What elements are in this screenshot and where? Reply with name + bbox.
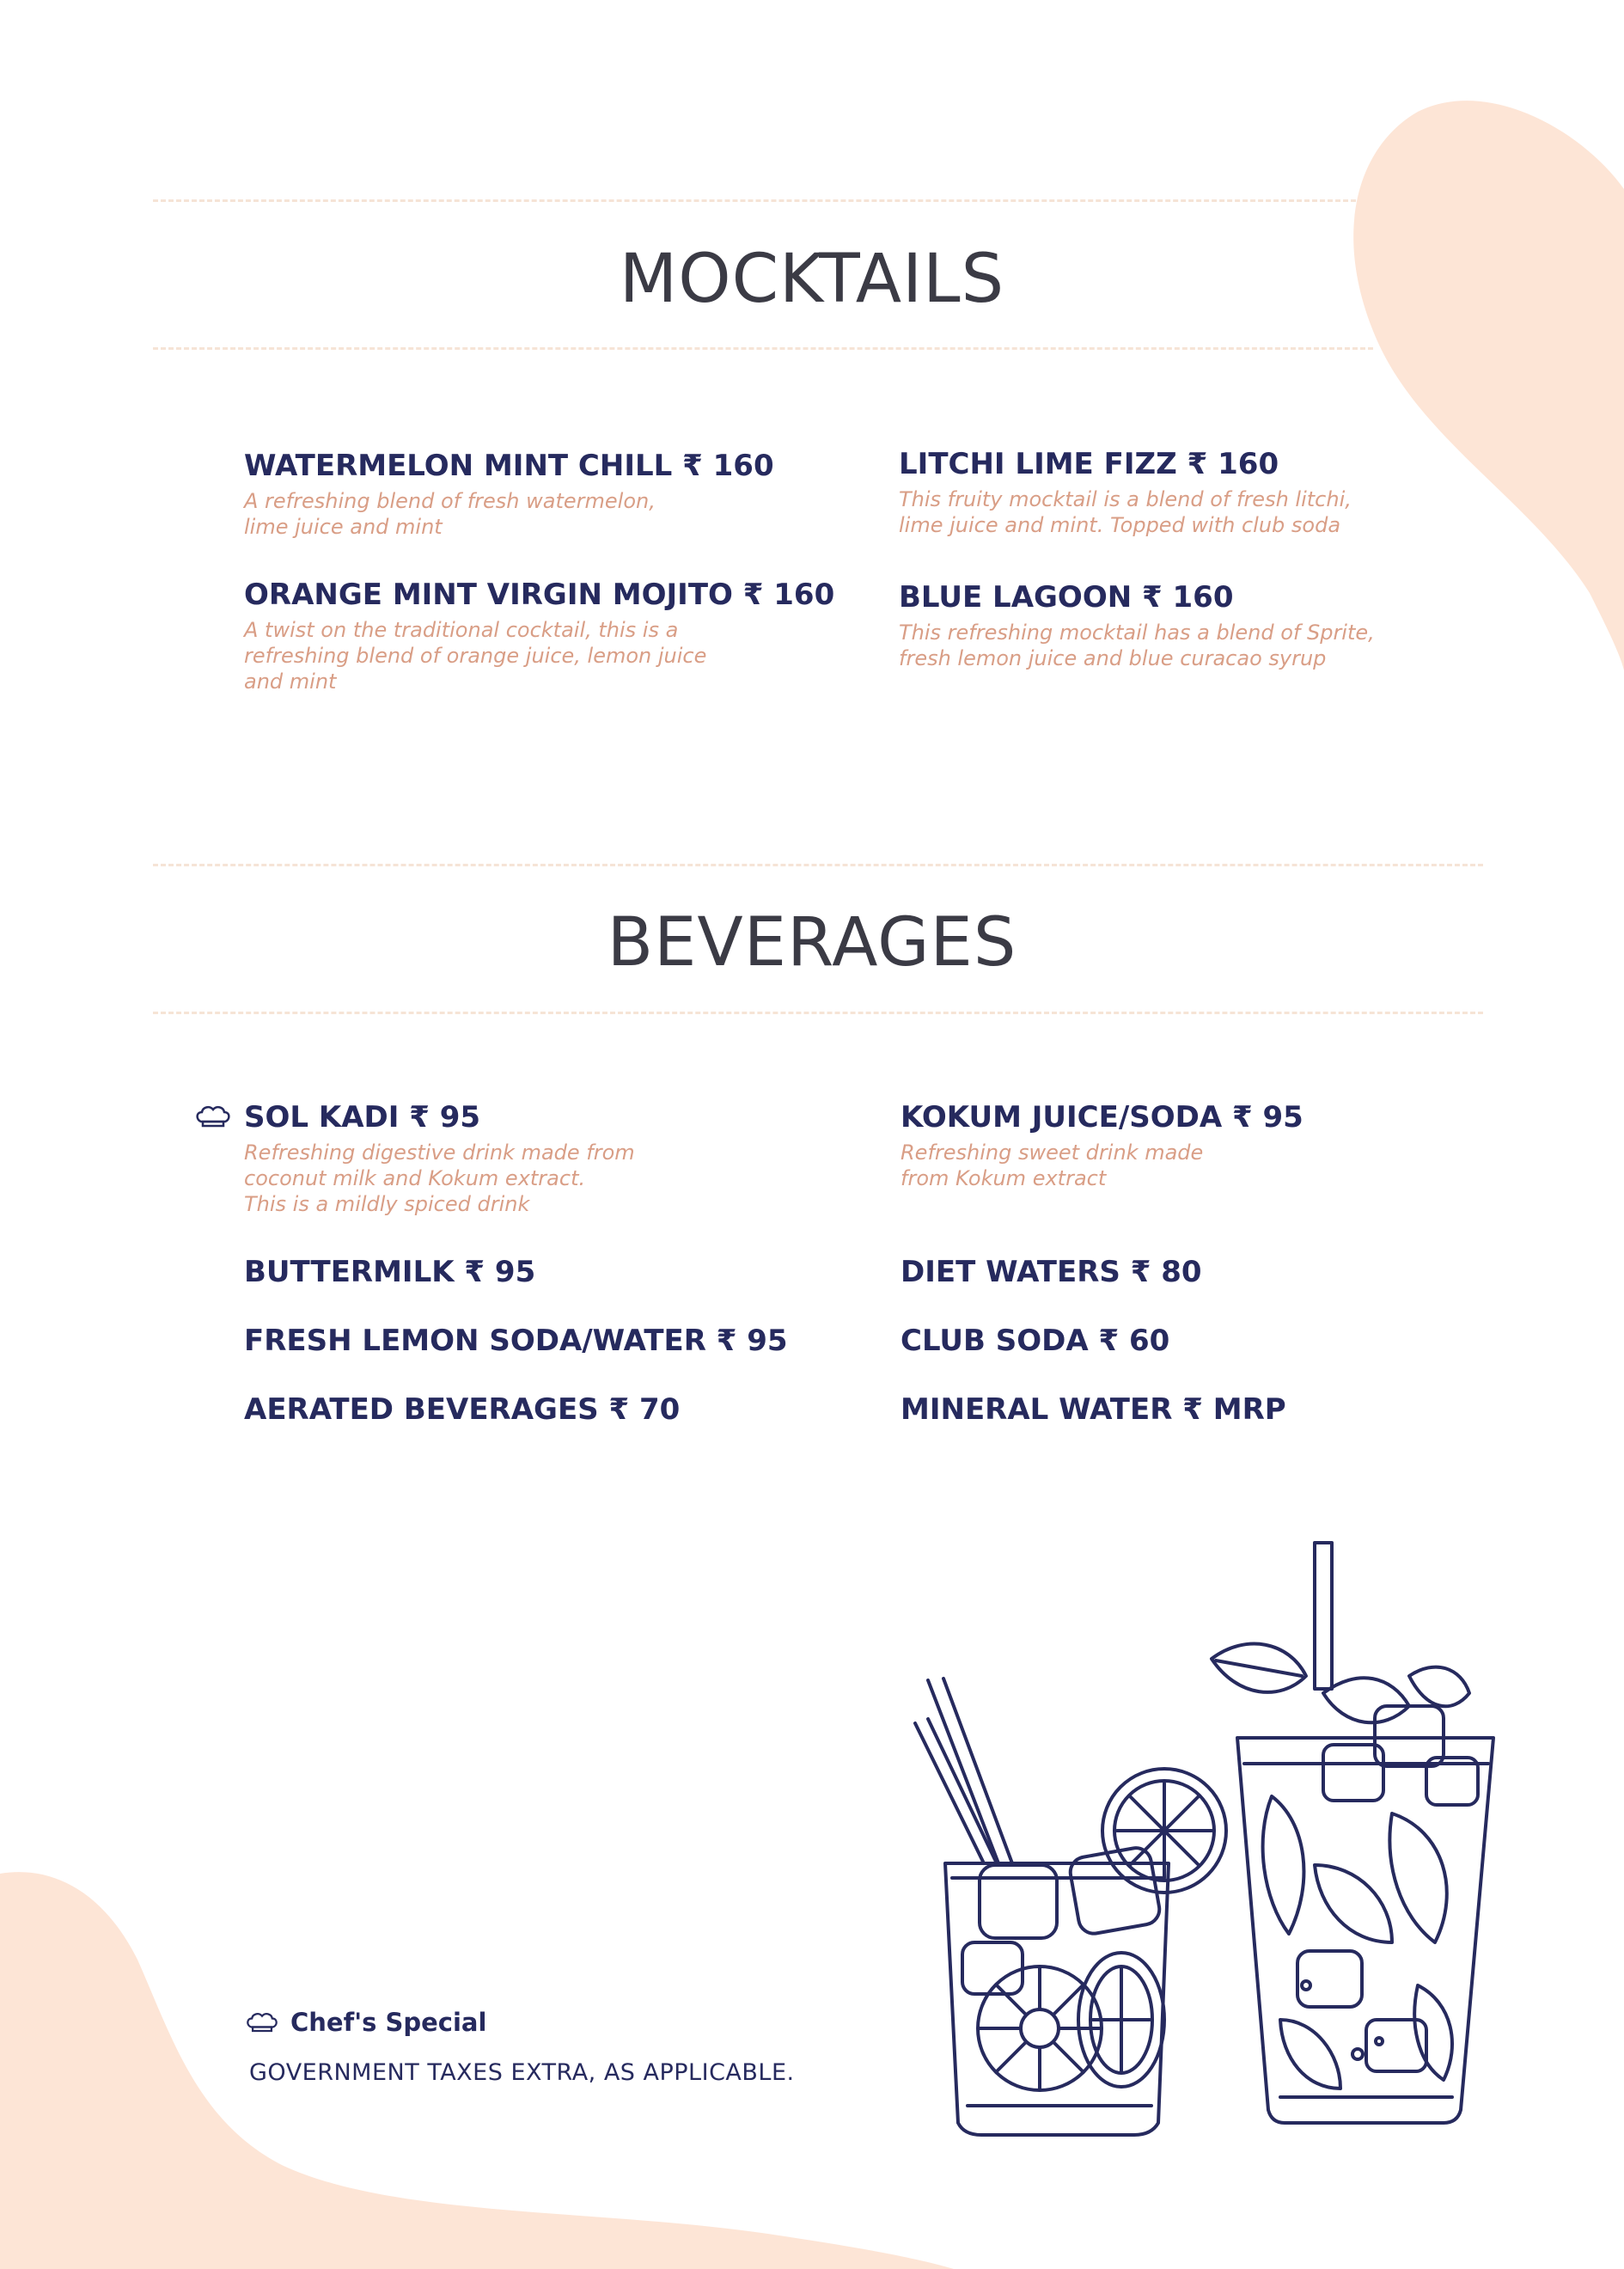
- menu-item: [901, 1392, 1286, 1427]
- item-name: LITCHI LIME FIZZ ₹ 160: [899, 447, 1279, 481]
- item-description: This fruity mocktail is a blend of fresh litchi, lime juice and mint. Topped with club soda: [899, 487, 1352, 537]
- menu-item: [244, 449, 774, 540]
- menu-item: [901, 1324, 1169, 1358]
- taxes-note: GOVERNMENT TAXES EXTRA, AS APPLICABLE.: [249, 2059, 795, 2086]
- beverages-top-divider: [153, 864, 1483, 866]
- mocktails-heading: MOCKTAILS: [619, 241, 1005, 318]
- beverages-heading: BEVERAGES: [607, 904, 1017, 982]
- chef-special-label: Chef's Special: [290, 2008, 487, 2037]
- mocktails-top-divider: [153, 199, 1356, 202]
- item-name: KOKUM JUICE/SODA ₹ 95: [901, 1100, 1303, 1134]
- chef-hat-icon: [245, 2011, 279, 2034]
- menu-item: [901, 1255, 1202, 1289]
- chef-hat-icon: [194, 1104, 232, 1128]
- item-name: BUTTERMILK ₹ 95: [244, 1255, 536, 1289]
- cocktail-glasses-icon: [911, 1538, 1512, 2140]
- item-name: CLUB SODA ₹ 60: [901, 1324, 1170, 1358]
- menu-item: [244, 578, 834, 694]
- item-name: FRESH LEMON SODA/WATER ₹ 95: [244, 1324, 788, 1358]
- item-description: This refreshing mocktail has a blend of Sprite, fresh lemon juice and blue curacao syrup: [899, 621, 1375, 670]
- item-name: DIET WATERS ₹ 80: [901, 1255, 1202, 1289]
- item-name: SOL KADI ₹ 95: [244, 1100, 481, 1134]
- menu-item: [901, 1100, 1303, 1191]
- item-description: A twist on the traditional cocktail, this is a refreshing blend of orange juice, lemon juice and mint: [244, 618, 707, 694]
- item-name: MINERAL WATER ₹ MRP: [901, 1392, 1286, 1427]
- menu-item: [899, 447, 1352, 538]
- mocktails-bottom-divider: [153, 347, 1373, 350]
- item-name: BLUE LAGOON ₹ 160: [899, 580, 1234, 615]
- beverages-bottom-divider: [153, 1012, 1483, 1014]
- menu-item: [244, 1255, 535, 1289]
- item-name: ORANGE MINT VIRGIN MOJITO ₹ 160: [244, 578, 835, 612]
- menu-item: [899, 580, 1375, 671]
- menu-item: [244, 1392, 680, 1427]
- item-name: WATERMELON MINT CHILL ₹ 160: [244, 449, 774, 483]
- menu-item: [244, 1324, 788, 1358]
- menu-item: [244, 1100, 635, 1217]
- item-description: Refreshing sweet drink made from Kokum extract: [901, 1141, 1204, 1190]
- item-description: Refreshing digestive drink made from coconut milk and Kokum extract. This is a mildly spiced drink: [244, 1141, 635, 1216]
- item-description: A refreshing blend of fresh watermelon, lime juice and mint: [244, 489, 656, 539]
- item-name: AERATED BEVERAGES ₹ 70: [244, 1392, 681, 1427]
